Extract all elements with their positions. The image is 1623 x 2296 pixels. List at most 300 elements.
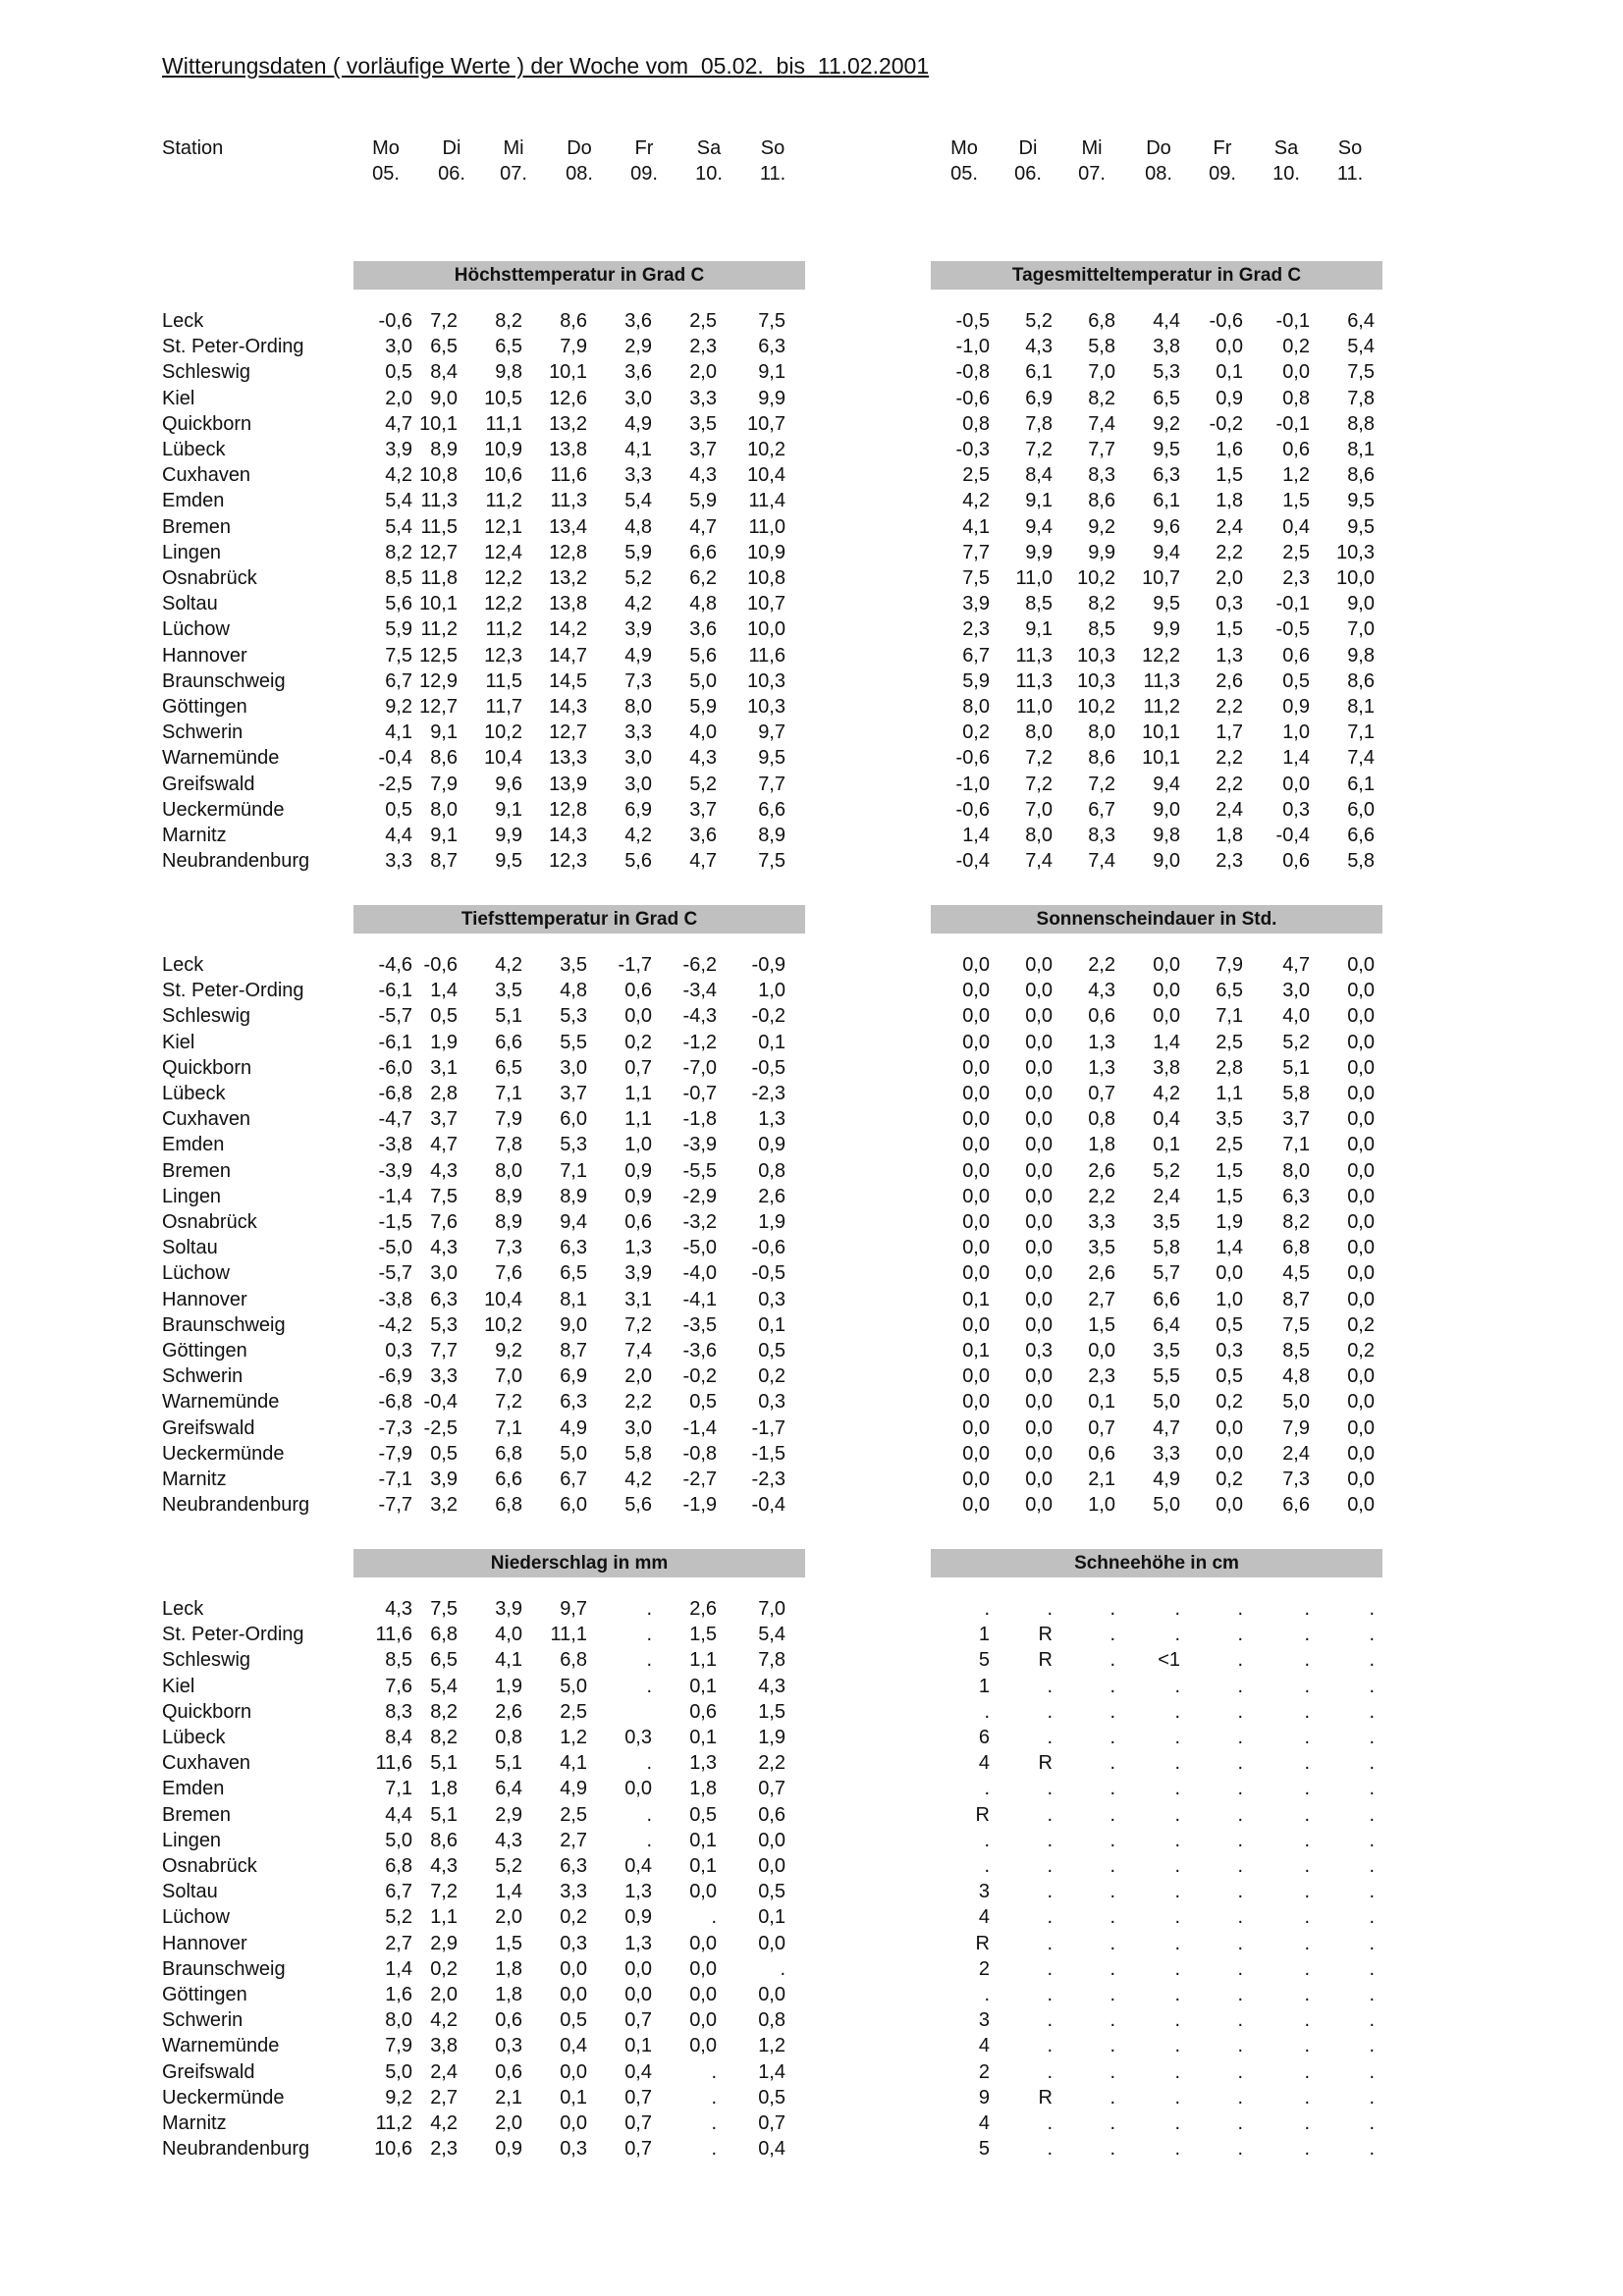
value-cell: 8,3 (1088, 825, 1115, 846)
value-cell: 9,6 (1153, 515, 1180, 538)
value-cell: 1,8 (430, 1778, 458, 1800)
value-cell: 5,0 (1153, 1494, 1180, 1517)
value-cell: 6,7 (385, 1881, 412, 1903)
value-cell: 8,5 (1282, 1340, 1310, 1362)
value-cell: 0,0 (1025, 1288, 1053, 1310)
value-cell: -7,3 (378, 1416, 412, 1439)
value-cell: 0,6 (624, 1211, 652, 1233)
value-cell: 12,2 (484, 593, 522, 615)
value-cell: 0,1 (758, 1906, 785, 1929)
value-cell: -0,2 (682, 1365, 717, 1388)
value-cell: . (1304, 1675, 1310, 1697)
value-cell: 6,6 (495, 1468, 522, 1490)
station-name: Cuxhaven (162, 1108, 251, 1131)
value-cell: 0,7 (758, 1778, 785, 1800)
value-cell: 2,0 (1216, 567, 1243, 589)
value-cell: 6,9 (560, 1365, 587, 1388)
value-cell: 0,6 (1282, 644, 1310, 667)
value-cell: 9,8 (1347, 644, 1375, 667)
value-cell: 2,4 (1282, 1442, 1310, 1465)
value-cell: . (1047, 1803, 1053, 1826)
value-cell: . (1304, 1752, 1310, 1775)
value-cell: 0,0 (624, 1957, 652, 1980)
value-cell: 3,1 (624, 1288, 652, 1310)
value-cell: 3 (978, 1881, 990, 1903)
value-cell: 7,1 (560, 1159, 587, 1182)
value-cell: 0,2 (1347, 1313, 1375, 1336)
value-cell: 6,3 (1282, 1185, 1310, 1207)
value-cell: 0,3 (1282, 798, 1310, 821)
value-cell: . (1237, 2086, 1243, 2109)
value-cell: 4,4 (385, 1803, 412, 1826)
value-cell: 3,9 (962, 593, 990, 615)
value-cell: 2,6 (1088, 1159, 1115, 1182)
value-cell: 0,5 (385, 798, 412, 821)
value-cell: 0,0 (962, 1211, 990, 1233)
value-cell: 0,0 (1088, 1340, 1115, 1362)
value-cell: 0,1 (689, 1829, 717, 1851)
value-cell: 11,0 (1015, 696, 1053, 718)
value-cell: 0,6 (689, 1700, 717, 1723)
value-cell: 2,4 (1216, 798, 1243, 821)
value-cell: 3,5 (1088, 1237, 1115, 1259)
value-cell: 0,5 (560, 2009, 587, 2032)
value-cell: 11,5 (420, 515, 458, 538)
value-cell: . (1174, 1778, 1180, 1800)
value-cell: . (1369, 1649, 1375, 1672)
value-cell: 4,0 (495, 1624, 522, 1646)
station-name: Schwerin (162, 721, 243, 744)
value-cell: 7,5 (430, 1185, 458, 1207)
value-cell: 4,3 (1025, 336, 1053, 358)
value-cell: 5 (978, 1649, 990, 1672)
value-cell: -2,3 (751, 1468, 785, 1490)
value-cell: 2,9 (624, 336, 652, 358)
value-cell: 0,0 (1216, 1262, 1243, 1285)
value-cell: 0,0 (1153, 980, 1180, 1002)
value-cell: 2,6 (758, 1185, 785, 1207)
value-cell: -0,9 (751, 954, 785, 976)
value-cell: 9,5 (1153, 439, 1180, 460)
value-cell: . (1174, 1727, 1180, 1748)
value-cell: 0,8 (1088, 1108, 1115, 1131)
value-cell: 0,1 (1088, 1391, 1115, 1414)
value-cell: 5,9 (689, 490, 717, 512)
value-cell: 3,5 (1153, 1340, 1180, 1362)
station-name: Neubrandenburg (162, 850, 310, 873)
value-cell: 10,6 (484, 464, 522, 487)
value-cell: 4 (978, 2035, 990, 2057)
date-header: 07. (1078, 163, 1106, 185)
value-cell: -1,4 (378, 1185, 412, 1207)
value-cell: 4,7 (1153, 1416, 1180, 1439)
value-cell: 7,5 (758, 850, 785, 873)
value-cell: 5,4 (385, 490, 412, 512)
value-cell: -6,8 (378, 1083, 412, 1104)
value-cell: -4,6 (378, 954, 412, 976)
value-cell: . (1304, 1803, 1310, 1826)
value-cell: . (1109, 2138, 1115, 2161)
value-cell: 2,2 (1216, 773, 1243, 795)
value-cell: 7,2 (1025, 439, 1053, 460)
value-cell: 8,2 (385, 541, 412, 563)
value-cell: . (1047, 1906, 1053, 1929)
value-cell: . (1304, 1778, 1310, 1800)
value-cell: 9,1 (495, 798, 522, 821)
value-cell: 3,0 (1282, 980, 1310, 1002)
value-cell: 9,9 (758, 387, 785, 409)
value-cell: 8,6 (430, 747, 458, 770)
value-cell: 0,0 (962, 1108, 990, 1131)
value-cell: -4,1 (682, 1288, 717, 1310)
value-cell: 0,6 (758, 1803, 785, 1826)
value-cell: 6,6 (758, 798, 785, 821)
value-cell: 8,4 (1025, 464, 1053, 487)
value-cell: 0,1 (689, 1675, 717, 1697)
value-cell: 3,3 (385, 850, 412, 873)
value-cell: 0,0 (962, 1237, 990, 1259)
value-cell: . (1304, 1624, 1310, 1646)
value-cell: 7,4 (624, 1340, 652, 1362)
station-name: Hannover (162, 644, 247, 667)
value-cell: 6,5 (430, 1649, 458, 1672)
value-cell: 8,4 (385, 1727, 412, 1748)
value-cell: 6,6 (1153, 1288, 1180, 1310)
value-cell: 0,9 (495, 2138, 522, 2161)
value-cell: . (1109, 1624, 1115, 1646)
day-header: Di (442, 137, 461, 159)
value-cell: 0,0 (1025, 1083, 1053, 1104)
value-cell: 0,7 (1088, 1416, 1115, 1439)
value-cell: . (1109, 2009, 1115, 2032)
value-cell: 6,3 (758, 336, 785, 358)
station-name: St. Peter-Ording (162, 1624, 304, 1646)
station-name: Emden (162, 490, 225, 512)
value-cell: 2,0 (430, 1984, 458, 2005)
value-cell: 1 (978, 1624, 990, 1646)
value-cell: R (1038, 1624, 1053, 1646)
value-cell: . (1174, 2138, 1180, 2161)
value-cell: . (1109, 1906, 1115, 1929)
value-cell: 12,9 (419, 669, 458, 692)
value-cell: -5,5 (682, 1159, 717, 1182)
value-cell: 3,0 (624, 773, 652, 795)
value-cell: 14,2 (549, 618, 587, 641)
station-name: Schleswig (162, 1005, 251, 1028)
value-cell: 4,2 (962, 490, 990, 512)
value-cell: 7,4 (1025, 850, 1053, 873)
value-cell: 5,3 (560, 1005, 587, 1028)
value-cell: 0,8 (758, 2009, 785, 2032)
value-cell: . (1174, 2035, 1180, 2057)
value-cell: 10,7 (747, 593, 785, 615)
value-cell: 0,5 (430, 1442, 458, 1465)
value-cell: 0,0 (1347, 1031, 1375, 1053)
value-cell: -1,4 (682, 1416, 717, 1439)
station-name: Leck (162, 1598, 204, 1620)
value-cell: 0,5 (758, 1340, 785, 1362)
value-cell: . (1237, 1984, 1243, 2005)
value-cell: 5,0 (560, 1442, 587, 1465)
value-cell: 9,9 (495, 825, 522, 846)
value-cell: 5,2 (624, 567, 652, 589)
value-cell: 0,9 (624, 1185, 652, 1207)
date-header: 07. (500, 163, 527, 185)
value-cell: 7,7 (1088, 439, 1115, 460)
value-cell: 8,1 (1347, 696, 1375, 718)
value-cell: . (1174, 1984, 1180, 2005)
station-name: Emden (162, 1134, 225, 1156)
value-cell: R (975, 1932, 990, 1954)
value-cell: 0,2 (962, 721, 990, 744)
value-cell: 2,5 (560, 1700, 587, 1723)
value-cell: 5,1 (430, 1803, 458, 1826)
value-cell: 4,2 (1153, 1083, 1180, 1104)
value-cell: 1,1 (430, 1906, 458, 1929)
value-cell: 0,9 (758, 1134, 785, 1156)
value-cell: -0,6 (378, 310, 412, 332)
value-cell: 7,0 (1088, 361, 1115, 384)
value-cell: 10,1 (1142, 721, 1180, 744)
value-cell: 7,0 (1025, 798, 1053, 821)
value-cell: 0,0 (689, 1984, 717, 2005)
value-cell: 8,9 (560, 1185, 587, 1207)
value-cell: 1,5 (1088, 1313, 1115, 1336)
value-cell: 6,3 (560, 1391, 587, 1414)
value-cell: 2,0 (495, 1906, 522, 1929)
value-cell: . (1109, 2035, 1115, 2057)
value-cell: 8,0 (430, 798, 458, 821)
value-cell: 9,9 (1088, 541, 1115, 563)
value-cell: 7,5 (1347, 361, 1375, 384)
value-cell: 6,7 (1088, 798, 1115, 821)
value-cell: -0,2 (751, 1005, 785, 1028)
value-cell: 2,0 (624, 1365, 652, 1388)
value-cell: 1,4 (962, 825, 990, 846)
value-cell: 1,3 (624, 1237, 652, 1259)
value-cell: 3,3 (430, 1365, 458, 1388)
station-name: Bremen (162, 515, 232, 538)
value-cell: 3,5 (1153, 1211, 1180, 1233)
value-cell: 12,3 (484, 644, 522, 667)
value-cell: 8,2 (430, 1700, 458, 1723)
value-cell: 1,4 (1282, 747, 1310, 770)
value-cell: 8,6 (1088, 490, 1115, 512)
value-cell: 0,0 (1347, 1391, 1375, 1414)
value-cell: -0,6 (955, 387, 990, 409)
value-cell: 5,8 (1153, 1237, 1180, 1259)
station-name: Quickborn (162, 1700, 252, 1723)
value-cell: 8,7 (430, 850, 458, 873)
station-header: Station (162, 137, 224, 159)
value-cell: 5,0 (1282, 1391, 1310, 1414)
value-cell: 4,2 (624, 1468, 652, 1490)
value-cell: 7,7 (758, 773, 785, 795)
value-cell: -6,2 (682, 954, 717, 976)
value-cell: 0,2 (1282, 336, 1310, 358)
value-cell: 12,4 (484, 541, 522, 563)
value-cell: 6,9 (1025, 387, 1053, 409)
value-cell: 0,0 (624, 1778, 652, 1800)
value-cell: -3,6 (682, 1340, 717, 1362)
value-cell: 3,0 (560, 1056, 587, 1079)
value-cell: 0,0 (1025, 980, 1053, 1002)
value-cell: 11,7 (485, 696, 522, 718)
value-cell: 9,4 (1025, 515, 1053, 538)
value-cell: 0,1 (1153, 1134, 1180, 1156)
value-cell: 0,0 (1347, 1108, 1375, 1131)
value-cell: 1,5 (1216, 1185, 1243, 1207)
value-cell: 0,0 (1025, 1056, 1053, 1079)
value-cell: 11,2 (485, 618, 522, 641)
value-cell: -1,0 (955, 336, 990, 358)
value-cell: . (1174, 2009, 1180, 2032)
station-name: Göttingen (162, 1340, 247, 1362)
value-cell: 8,5 (385, 567, 412, 589)
value-cell: 0,0 (1025, 1365, 1053, 1388)
value-cell: 0,0 (1216, 1494, 1243, 1517)
value-cell: 2,9 (430, 1932, 458, 1954)
value-cell: 0,7 (758, 2112, 785, 2134)
value-cell: . (1109, 1700, 1115, 1723)
value-cell: 4,4 (385, 825, 412, 846)
value-cell: 3,6 (624, 310, 652, 332)
station-name: Ueckermünde (162, 1442, 285, 1465)
station-name: Hannover (162, 1288, 247, 1310)
value-cell: 2,5 (689, 310, 717, 332)
value-cell: 0,0 (560, 1984, 587, 2005)
value-cell: 1,8 (1216, 490, 1243, 512)
value-cell: -6,9 (378, 1365, 412, 1388)
value-cell: . (1304, 2138, 1310, 2161)
value-cell: 13,8 (549, 593, 587, 615)
value-cell: 8,2 (1282, 1211, 1310, 1233)
value-cell: 0,6 (1282, 850, 1310, 873)
value-cell: . (1304, 1700, 1310, 1723)
value-cell: 8,4 (430, 361, 458, 384)
value-cell: 1,1 (624, 1083, 652, 1104)
value-cell: . (1304, 2060, 1310, 2083)
value-cell: 2,9 (495, 1803, 522, 1826)
value-cell: 10,7 (1142, 567, 1180, 589)
value-cell: 8,5 (385, 1649, 412, 1672)
value-cell: 12,1 (484, 515, 522, 538)
date-header: 08. (566, 163, 593, 185)
value-cell: 0,0 (1216, 1442, 1243, 1465)
value-cell: 3,7 (689, 439, 717, 460)
value-cell: R (1038, 1752, 1053, 1775)
value-cell: 0,0 (1025, 1262, 1053, 1285)
value-cell: 8,6 (1088, 747, 1115, 770)
value-cell: 3,9 (385, 439, 412, 460)
value-cell: . (1109, 1984, 1115, 2005)
value-cell: 12,5 (419, 644, 458, 667)
value-cell: 3,3 (560, 1881, 587, 1903)
value-cell: 2,8 (1216, 1056, 1243, 1079)
value-cell: 8,9 (430, 439, 458, 460)
value-cell: 0,1 (624, 2035, 652, 2057)
value-cell: 6,0 (560, 1108, 587, 1131)
value-cell: 0,0 (1025, 1442, 1053, 1465)
value-cell: . (1369, 1598, 1375, 1620)
value-cell: 0,0 (962, 1031, 990, 1053)
value-cell: 1,0 (1216, 1288, 1243, 1310)
value-cell: -4,3 (682, 1005, 717, 1028)
value-cell: 0,6 (624, 980, 652, 1002)
station-name: Greifswald (162, 773, 255, 795)
value-cell: 11,5 (485, 669, 522, 692)
value-cell: 0,7 (624, 2009, 652, 2032)
date-header: 11. (759, 163, 786, 185)
value-cell: -7,1 (378, 1468, 412, 1490)
value-cell: 0,0 (1216, 336, 1243, 358)
value-cell: 0,0 (962, 1005, 990, 1028)
value-cell: 1,4 (1153, 1031, 1180, 1053)
station-name: Osnabrück (162, 1211, 257, 1233)
value-cell: 10,3 (1077, 669, 1115, 692)
value-cell: 6,5 (560, 1262, 587, 1285)
value-cell: 7,5 (430, 1598, 458, 1620)
value-cell: 4,9 (624, 412, 652, 435)
value-cell: 2,0 (495, 2112, 522, 2134)
value-cell: 1,5 (495, 1932, 522, 1954)
value-cell: 0,1 (1216, 361, 1243, 384)
value-cell: 2,6 (1216, 669, 1243, 692)
value-cell: 3 (978, 2009, 990, 2032)
value-cell: 11,2 (420, 618, 458, 641)
value-cell: -6,1 (378, 980, 412, 1002)
station-name: Lüchow (162, 1262, 230, 1285)
value-cell: 9,5 (1347, 515, 1375, 538)
value-cell: -4,7 (378, 1108, 412, 1131)
value-cell: . (1237, 2112, 1243, 2134)
station-name: Neubrandenburg (162, 2138, 310, 2161)
value-cell: 3,9 (495, 1598, 522, 1620)
value-cell: 7,7 (430, 1340, 458, 1362)
value-cell: 14,3 (549, 696, 587, 718)
value-cell: 10,9 (747, 541, 785, 563)
value-cell: 0,4 (624, 2060, 652, 2083)
value-cell: . (1047, 1957, 1053, 1980)
date-header: 10. (695, 163, 723, 185)
value-cell: 8,6 (430, 1829, 458, 1851)
value-cell: 10,7 (747, 412, 785, 435)
value-cell: 3,9 (624, 618, 652, 641)
value-cell: 0,9 (1282, 696, 1310, 718)
value-cell: 4,7 (689, 850, 717, 873)
value-cell: 14,5 (549, 669, 587, 692)
value-cell: 0,4 (758, 2138, 785, 2161)
value-cell: 8,0 (1025, 721, 1053, 744)
value-cell: 2,0 (385, 387, 412, 409)
station-name: Braunschweig (162, 1957, 286, 1980)
value-cell: 9,4 (1153, 541, 1180, 563)
value-cell: 0,0 (1025, 1134, 1053, 1156)
value-cell: 4,1 (495, 1649, 522, 1672)
value-cell: -3,5 (682, 1313, 717, 1336)
value-cell: 4,3 (430, 1855, 458, 1877)
value-cell: 6,4 (1153, 1313, 1180, 1336)
value-cell: 5,9 (962, 669, 990, 692)
station-name: Marnitz (162, 825, 227, 846)
value-cell: . (711, 1906, 717, 1929)
value-cell: . (1369, 1855, 1375, 1877)
day-header: Fr (634, 137, 654, 159)
station-name: Marnitz (162, 1468, 227, 1490)
value-cell: 8,5 (1088, 618, 1115, 641)
station-name: Braunschweig (162, 1313, 286, 1336)
date-header: 09. (1209, 163, 1236, 185)
